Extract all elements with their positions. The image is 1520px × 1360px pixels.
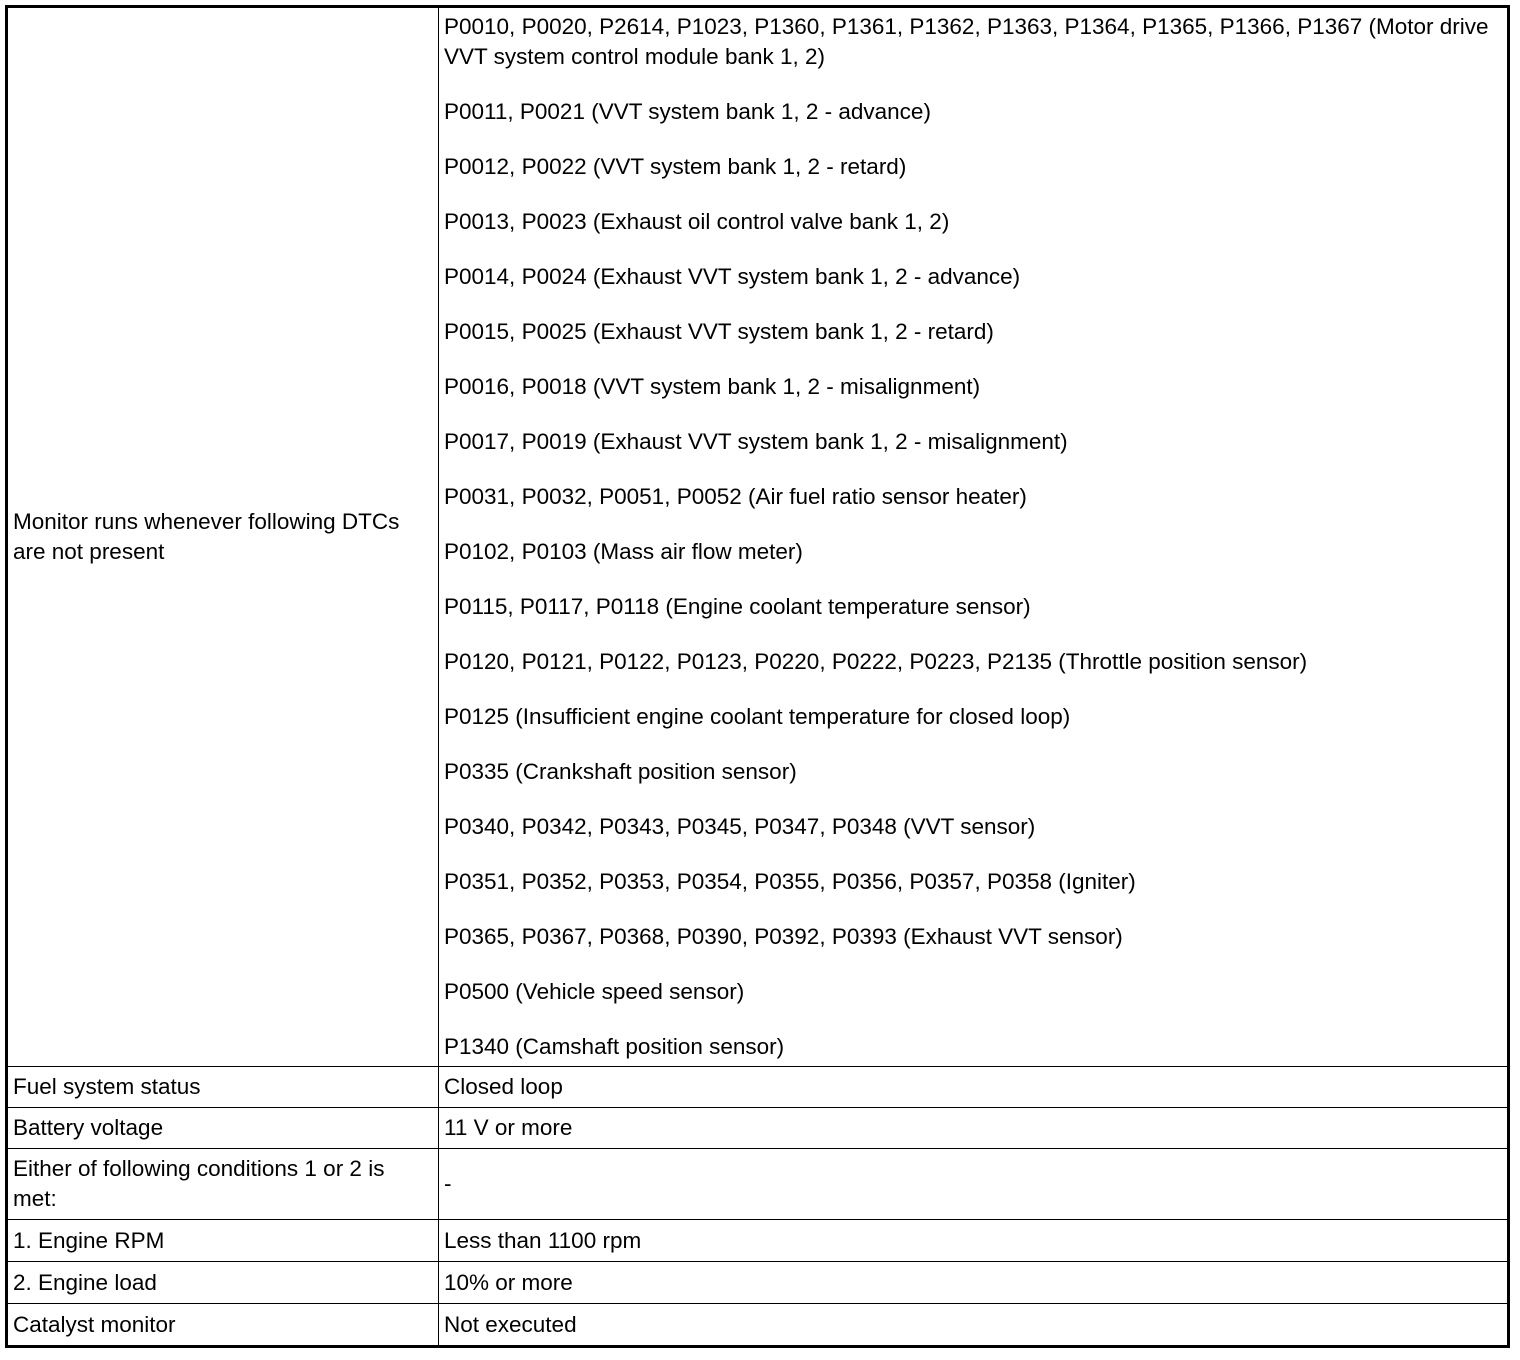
- dtc-list-item: P0014, P0024 (Exhaust VVT system bank 1, 2 - advance): [444, 264, 1021, 289]
- dtc-list-item: P0102, P0103 (Mass air flow meter): [444, 539, 803, 564]
- battery-voltage-label: Battery voltage: [7, 1108, 439, 1149]
- dtc-list-item: P0017, P0019 (Exhaust VVT system bank 1, 2 - misalignment): [444, 429, 1068, 454]
- engine-rpm-value: Less than 1100 rpm: [439, 1220, 1509, 1262]
- dtc-list-cell: [439, 7, 1509, 1067]
- either-condition-label: Either of following conditions 1 or 2 is met:: [7, 1149, 439, 1220]
- table-row-fuel-system-status: [7, 1067, 1509, 1108]
- dtc-list-item: P0500 (Vehicle speed sensor): [444, 979, 745, 1004]
- dtc-list-item: P0012, P0022 (VVT system bank 1, 2 - retard): [444, 154, 907, 179]
- dtc-list-item: P0120, P0121, P0122, P0123, P0220, P0222, P0223, P2135 (Throttle position sensor): [444, 649, 1308, 674]
- battery-voltage-value: 11 V or more: [439, 1108, 1509, 1149]
- dtc-list-item: P1340 (Camshaft position sensor): [444, 1034, 785, 1059]
- fuel-system-status-value: Closed loop: [439, 1067, 1509, 1108]
- dtc-list-item: P0351, P0352, P0353, P0354, P0355, P0356, P0357, P0358 (Igniter): [444, 869, 1136, 894]
- dtc-list-item: P0013, P0023 (Exhaust oil control valve bank 1, 2): [444, 209, 950, 234]
- catalyst-monitor-value: Not executed: [439, 1304, 1509, 1347]
- catalyst-monitor-label: Catalyst monitor: [7, 1304, 439, 1347]
- dtc-list: [444, 12, 1502, 1062]
- table-row-either-condition: [7, 1149, 1509, 1220]
- dtc-list-item: P0335 (Crankshaft position sensor): [444, 759, 797, 784]
- table-row-battery-voltage: [7, 1108, 1509, 1149]
- table-row-catalyst-monitor: [7, 1304, 1509, 1347]
- dtc-list-item: P0125 (Insufficient engine coolant temperature for closed loop): [444, 704, 1071, 729]
- dtc-list-item: P0115, P0117, P0118 (Engine coolant temperature sensor): [444, 594, 1031, 619]
- dtc-list-item: P0016, P0018 (VVT system bank 1, 2 - misalignment): [444, 374, 981, 399]
- table-row-dtc-conditions: [7, 7, 1509, 1067]
- dtc-condition-label: Monitor runs whenever following DTCs are not present: [7, 7, 439, 1067]
- fuel-system-status-label: Fuel system status: [7, 1067, 439, 1108]
- engine-load-label: 2. Engine load: [7, 1262, 439, 1304]
- either-condition-value: -: [439, 1149, 1509, 1220]
- engine-rpm-label: 1. Engine RPM: [7, 1220, 439, 1262]
- table-row-engine-rpm: [7, 1220, 1509, 1262]
- dtc-list-item: P0031, P0032, P0051, P0052 (Air fuel ratio sensor heater): [444, 484, 1027, 509]
- engine-load-value: 10% or more: [439, 1262, 1509, 1304]
- dtc-list-item: P0340, P0342, P0343, P0345, P0347, P0348 (VVT sensor): [444, 814, 1036, 839]
- monitor-conditions-table: [5, 5, 1510, 1348]
- dtc-list-item: P0011, P0021 (VVT system bank 1, 2 - advance): [444, 99, 931, 124]
- dtc-list-item: P0010, P0020, P2614, P1023, P1360, P1361, P1362, P1363, P1364, P1365, P1366, P1367 (Motor drive VVT system control module bank 1, 2): [444, 14, 1489, 69]
- dtc-list-item: P0015, P0025 (Exhaust VVT system bank 1, 2 - retard): [444, 319, 994, 344]
- dtc-list-item: P0365, P0367, P0368, P0390, P0392, P0393 (Exhaust VVT sensor): [444, 924, 1123, 949]
- table-row-engine-load: [7, 1262, 1509, 1304]
